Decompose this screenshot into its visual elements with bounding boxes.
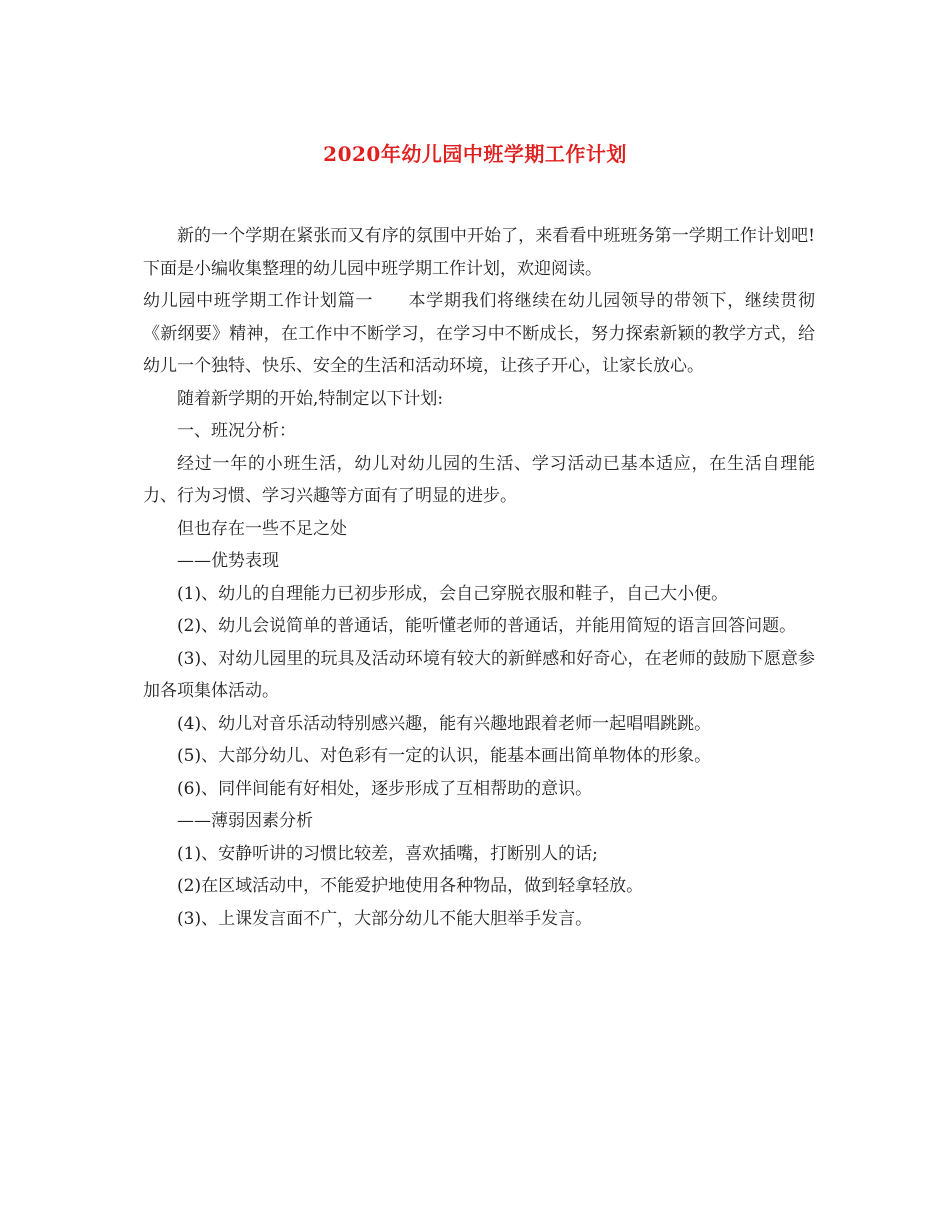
document-title: 2020年幼儿园中班学期工作计划: [323, 142, 627, 166]
list-item: (2)、幼儿会说简单的普通话，能听懂老师的普通话，并能用简短的语言回答问题。: [177, 616, 797, 636]
list-item: (1)、幼儿的自理能力已初步形成，会自己穿脱衣服和鞋子，自己大小便。: [177, 583, 729, 604]
list-item: (1)、安静听讲的习惯比较差，喜欢插嘴，打断别人的话;: [177, 843, 598, 864]
paragraph: 幼儿园中班学期工作计划篇一 本学期我们将继续在幼儿园领导的带领下，继续贯彻《新纲要》精神，在工作中不断学习，在学习中不断成长，努力探索新颖的教学方式，给幼儿一个独特、快乐、安全的生活和活动环境，让孩子开心，让家长放心。: [143, 291, 815, 376]
paragraph: 经过一年的小班生活，幼儿对幼儿园的生活、学习活动已基本适应，在生活自理能力、行为习惯、学习兴趣等方面有了明显的进步。: [143, 453, 815, 506]
list-item: (5)、大部分幼儿、对色彩有一定的认识，能基本画出简单物体的形象。: [177, 746, 712, 766]
paragraph: 随着新学期的开始,特制定以下计划:: [177, 388, 444, 409]
paragraph: 新的一个学期在紧张而又有序的氛围中开始了，来看看中班班务第一学期工作计划吧!下面是小编收集整理的幼儿园中班学期工作计划，欢迎阅读。: [143, 226, 815, 279]
list-item: (2)在区域活动中，不能爱护地使用各种物品，做到轻拿轻放。: [177, 876, 644, 896]
subsection-heading: ——薄弱因素分析: [177, 811, 313, 831]
list-item: (4)、幼儿对音乐活动特别感兴趣，能有兴趣地跟着老师一起唱唱跳跳。: [177, 713, 712, 734]
list-item: (3)、对幼儿园里的玩具及活动环境有较大的新鲜感和好奇心，在老师的鼓励下愿意参加各项集体活动。: [143, 648, 815, 701]
section-heading: 一、班况分析：: [177, 421, 296, 441]
paragraph: 但也存在一些不足之处: [177, 518, 347, 539]
document-body: [143, 220, 815, 935]
list-item: (6)、同伴间能有好相处，逐步形成了互相帮助的意识。: [177, 778, 593, 799]
subsection-heading: ——优势表现: [177, 551, 279, 571]
list-item: (3)、上课发言面不广，大部分幼儿不能大胆举手发言。: [177, 908, 593, 929]
